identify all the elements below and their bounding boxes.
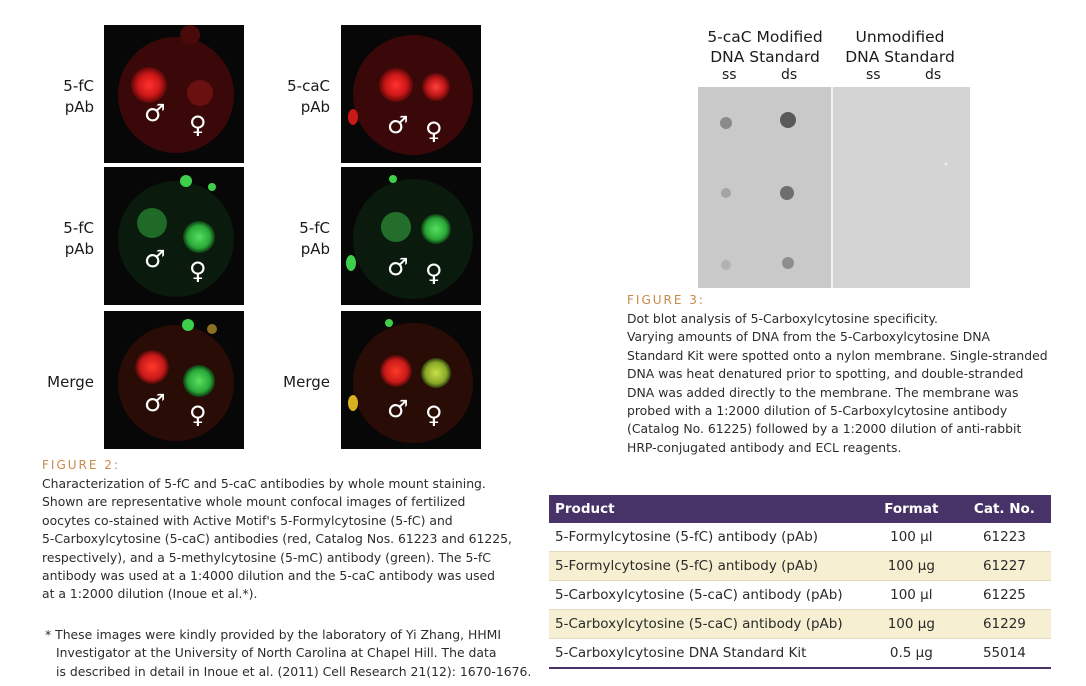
- caption-line: antibody was used at a 1:4000 dilution and the 5-caC antibody was used: [42, 568, 496, 584]
- cell-product: 5-Formylcytosine (5-fC) antibody (pAb): [549, 552, 865, 581]
- female-icon: ♀: [189, 401, 207, 429]
- female-icon: ♀: [425, 401, 443, 429]
- figure-2-caption: [42, 475, 512, 604]
- cell-product: 5-Carboxylcytosine DNA Standard Kit: [549, 639, 865, 669]
- caption-line: oocytes co-stained with Active Motif's 5-Formylcytosine (5-fC) and: [42, 512, 453, 528]
- caption-line: probed with a 1:2000 dilution of 5-Carboxylcytosine antibody: [627, 403, 1008, 419]
- row-label-left-1: 5-fC pAb: [63, 77, 94, 116]
- male-icon: ♂: [144, 245, 166, 273]
- cell-format: 100 µl: [865, 523, 958, 552]
- micrograph-5fc-merge: [104, 311, 244, 449]
- table-row: [549, 523, 1051, 552]
- row-label-left-2: 5-fC pAb: [63, 219, 94, 258]
- dot-blot-membrane: [698, 87, 970, 288]
- blot-dot: [721, 260, 731, 270]
- male-icon: ♂: [387, 111, 409, 139]
- cell-cat-no: 61227: [958, 552, 1051, 581]
- caption-line: HRP-conjugated antibody and ECL reagents.: [627, 439, 902, 455]
- female-icon: ♀: [189, 111, 207, 139]
- blot-dot: [780, 112, 796, 128]
- caption-line: Shown are representative whole mount confocal images of fertilized: [42, 494, 466, 510]
- figure-2-heading: FIGURE 2:: [42, 458, 120, 472]
- blot-dot: [721, 188, 731, 198]
- footnote-line: Investigator at the University of North Carolina at Chapel Hill. The data: [56, 645, 497, 661]
- male-icon: ♂: [387, 253, 409, 281]
- blot-dot: [720, 117, 732, 129]
- caption-line: (Catalog No. 61225) followed by a 1:2000 dilution of anti-rabbit: [627, 421, 1022, 437]
- cell-format: 100 µg: [865, 610, 958, 639]
- group-label-modified: 5-caC Modified DNA Standard: [707, 28, 823, 66]
- table-row: [549, 581, 1051, 610]
- cell-cat-no: 61223: [958, 523, 1051, 552]
- cell-format: 100 µg: [865, 552, 958, 581]
- micrograph-5cac-merge: [341, 311, 481, 449]
- cell-product: 5-Carboxylcytosine (5-caC) antibody (pAb): [549, 581, 865, 610]
- male-icon: ♂: [144, 99, 166, 127]
- caption-line: respectively), and a 5-methylcytosine (5-mC) antibody (green). The 5-fC: [42, 549, 491, 565]
- cell-format: 100 µl: [865, 581, 958, 610]
- blot-dot: [945, 163, 948, 166]
- cell-cat-no: 61225: [958, 581, 1051, 610]
- cell-cat-no: 61229: [958, 610, 1051, 639]
- table-row: [549, 552, 1051, 581]
- micrograph-5fc-red: [104, 25, 244, 163]
- header-cat-no: Cat. No.: [958, 495, 1051, 523]
- blot-dot: [780, 186, 794, 200]
- caption-line: Dot blot analysis of 5-Carboxylcytosine specificity.: [627, 311, 938, 326]
- female-icon: ♀: [425, 117, 443, 145]
- row-label-right-1: 5-caC pAb: [287, 77, 330, 116]
- footnote: [45, 626, 531, 681]
- product-table: [549, 495, 1051, 669]
- row-label-right-3: Merge: [283, 373, 330, 391]
- table-row: [549, 610, 1051, 639]
- col-label-ds: ds: [781, 67, 798, 83]
- blot-dot: [782, 257, 794, 269]
- female-icon: ♀: [425, 259, 443, 287]
- cell-product: 5-Formylcytosine (5-fC) antibody (pAb): [549, 523, 865, 552]
- caption-line: at a 1:2000 dilution (Inoue et al.*).: [42, 586, 258, 602]
- footnote-line: is described in detail in Inoue et al. (2011) Cell Research 21(12): 1670-1676.: [56, 663, 532, 679]
- micrograph-5fc-green: [104, 167, 244, 305]
- cell-product: 5-Carboxylcytosine (5-caC) antibody (pAb): [549, 610, 865, 639]
- header-format: Format: [865, 495, 958, 523]
- caption-line: DNA was added directly to the membrane. The membrane was: [627, 384, 1019, 400]
- cell-cat-no: 55014: [958, 639, 1051, 669]
- col-label-ss: ss: [866, 67, 881, 83]
- male-icon: ♂: [387, 395, 409, 423]
- caption-line: DNA was heat denatured prior to spotting, and double-stranded: [627, 366, 1024, 382]
- caption-line: 5-Carboxylcytosine (5-caC) antibodies (red, Catalog Nos. 61223 and 61225,: [42, 531, 512, 547]
- cell-format: 0.5 µg: [865, 639, 958, 669]
- micrograph-5cac-red: [341, 25, 481, 163]
- micrograph-5fc-green-2: [341, 167, 481, 305]
- caption-line: Characterization of 5-fC and 5-caC antibodies by whole mount staining.: [42, 476, 486, 491]
- group-label-unmodified: Unmodified DNA Standard: [845, 28, 955, 66]
- footnote-line: * These images were kindly provided by the laboratory of Yi Zhang, HHMI: [45, 627, 501, 642]
- caption-line: Varying amounts of DNA from the 5-Carboxylcytosine DNA: [627, 329, 991, 345]
- col-label-ds: ds: [925, 67, 942, 83]
- row-label-left-3: Merge: [47, 373, 94, 391]
- table-row: [549, 639, 1051, 669]
- caption-line: Standard Kit were spotted onto a nylon membrane. Single-stranded: [627, 347, 1048, 363]
- table-header-row: [549, 495, 1051, 523]
- col-label-ss: ss: [722, 67, 737, 83]
- figure-3-heading: FIGURE 3:: [627, 293, 705, 307]
- header-product: Product: [549, 495, 865, 523]
- row-label-right-2: 5-fC pAb: [299, 219, 330, 258]
- female-icon: ♀: [189, 257, 207, 285]
- male-icon: ♂: [144, 389, 166, 417]
- figure-3-caption: [627, 310, 1048, 457]
